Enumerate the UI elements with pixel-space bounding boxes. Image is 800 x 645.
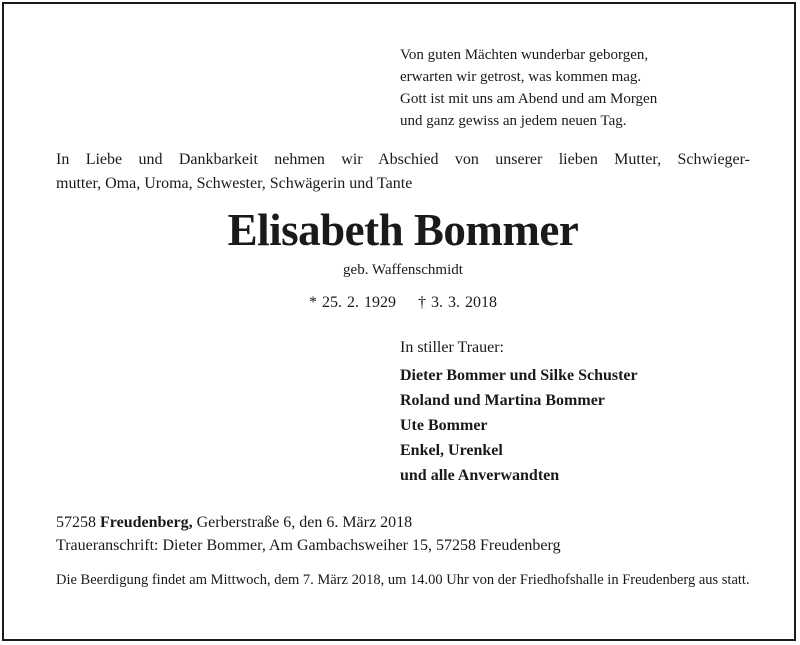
- poem-line: Von guten Mächten wunderbar geborgen,: [400, 47, 649, 63]
- city-name: Freudenberg,: [100, 514, 193, 531]
- mourner-name: Roland und Martina Bommer: [400, 392, 605, 409]
- poem: [400, 44, 657, 132]
- intro-text: [56, 148, 750, 196]
- poem-line: erwarten wir getrost, was kommen mag.: [400, 69, 642, 85]
- street-and-date: Gerberstraße 6, den 6. März 2018: [196, 514, 413, 531]
- obituary-frame: [2, 2, 796, 641]
- intro-line: In Liebe und Dankbarkeit nehmen wir Abschied von unserer lieben Mutter, Schwieger-: [56, 151, 750, 168]
- mourner-name: Dieter Bommer und Silke Schuster: [400, 367, 638, 384]
- mourner-name: Ute Bommer: [400, 417, 488, 434]
- deceased-name: Elisabeth Bommer: [227, 205, 579, 255]
- zip-code: 57258: [56, 514, 96, 531]
- death-date: † 3. 3. 2018: [418, 294, 497, 311]
- mourning-address: Traueranschrift: Dieter Bommer, Am Gambachsweiher 15, 57258 Freudenberg: [56, 537, 561, 554]
- birth-name: geb. Waffenschmidt: [343, 262, 463, 278]
- mourners-list: [400, 335, 638, 488]
- mourner-name: Enkel, Urenkel: [400, 442, 503, 459]
- poem-line: Gott ist mit uns am Abend und am Morgen: [400, 91, 658, 107]
- mourner-name: und alle Anverwandten: [400, 467, 560, 484]
- poem-line: und ganz gewiss an jedem neuen Tag.: [400, 113, 627, 129]
- mourners-label: In stiller Trauer:: [400, 339, 504, 356]
- place-and-date: [56, 511, 561, 557]
- place-line: [56, 511, 561, 534]
- life-dates: [4, 292, 800, 314]
- funeral-notice: Die Beerdigung findet am Mittwoch, dem 7. März 2018, um 14.00 Uhr von der Friedhofshalle in Freudenberg aus statt.: [56, 572, 750, 588]
- intro-line: mutter, Oma, Uroma, Schwester, Schwägerin und Tante: [56, 175, 413, 192]
- birth-date: * 25. 2. 1929: [309, 294, 396, 311]
